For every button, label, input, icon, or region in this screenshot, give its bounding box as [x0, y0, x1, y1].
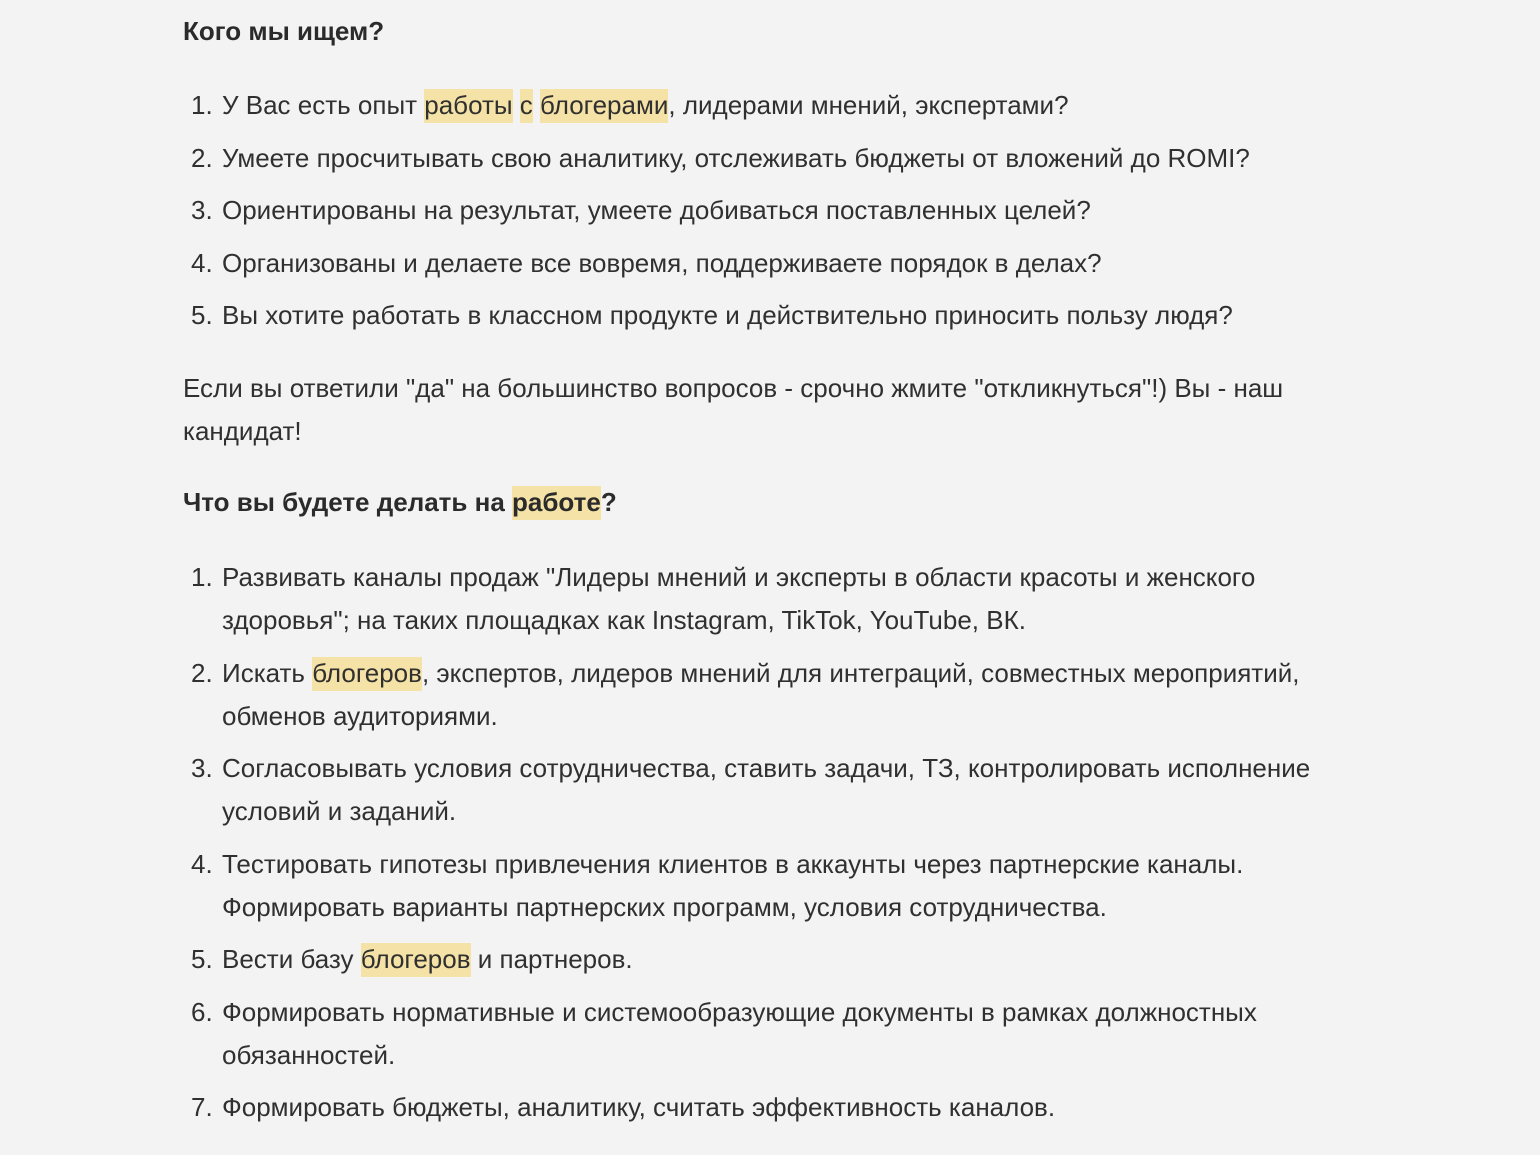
- list-item: [183, 137, 1383, 180]
- requirements-list: [183, 84, 1383, 347]
- list-item: [183, 84, 1383, 127]
- list-number: 3.: [191, 753, 213, 783]
- section-heading-what-you-will-do: Что вы будете делать на работе?: [183, 489, 617, 515]
- list-number: 1.: [191, 562, 213, 592]
- call-to-action-paragraph: Если вы ответили "да" на большинство вопросов - срочно жмите "откликнуться"!) Вы - наш кандидат!: [183, 373, 1284, 446]
- list-item: [183, 747, 1383, 833]
- highlighted-term: блогеров: [361, 943, 471, 977]
- list-item: [183, 938, 1383, 981]
- list-number: 4.: [191, 247, 213, 278]
- section-heading-who-we-look-for: Кого мы ищем?: [183, 16, 385, 46]
- list-item-text: Искать блогеров, экспертов, лидеров мнений для интеграций, совместных мероприятий, обменов аудиториями.: [222, 657, 1300, 731]
- list-item-text: Согласовывать условия сотрудничества, ставить задачи, ТЗ, контролировать исполнение условий и заданий.: [222, 753, 1311, 826]
- list-number: 7.: [191, 1092, 213, 1122]
- highlighted-term: работы: [424, 89, 512, 123]
- list-item: [183, 843, 1383, 929]
- list-item-text: Организованы и делаете все вовремя, поддерживаете порядок в делах?: [222, 247, 1102, 278]
- list-item: [183, 991, 1383, 1077]
- list-item: [183, 1086, 1383, 1129]
- list-number: 1.: [191, 90, 213, 120]
- responsibilities-list: [183, 556, 1383, 1139]
- highlighted-term: работе: [512, 486, 601, 520]
- list-number: 4.: [191, 848, 213, 879]
- list-number: 5.: [191, 300, 213, 330]
- highlighted-term: блогеров: [312, 657, 422, 691]
- list-number: 3.: [191, 195, 213, 225]
- list-item: [183, 556, 1383, 642]
- list-item: [183, 652, 1383, 738]
- list-item-text: У Вас есть опыт работы с блогерами, лидерами мнений, экспертами?: [222, 89, 1069, 123]
- list-item-text: Вы хотите работать в классном продукте и действительно приносить пользу людя?: [222, 300, 1233, 330]
- list-item-text: Формировать нормативные и системообразующие документы в рамках должностных обязанностей.: [222, 996, 1257, 1070]
- list-item-text: Формировать бюджеты, аналитику, считать эффективность каналов.: [222, 1092, 1056, 1122]
- highlighted-term: с: [520, 89, 533, 123]
- list-item: [183, 294, 1383, 337]
- list-number: 5.: [191, 944, 213, 974]
- list-item-text: Тестировать гипотезы привлечения клиентов в аккаунты через партнерские каналы. Формировать варианты партнерских программ, условия сотрудничества.: [222, 848, 1244, 922]
- list-item: [183, 242, 1383, 285]
- list-item-text: Вести базу блогеров и партнеров.: [222, 943, 633, 977]
- list-item-text: Развивать каналы продаж "Лидеры мнений и эксперты в области красоты и женского здоровья"; на таких площадках как Instagram, TikTok, YouTube, ВК.: [222, 562, 1256, 635]
- list-number: 2.: [191, 657, 213, 688]
- list-item-text: Ориентированы на результат, умеете добиваться поставленных целей?: [222, 195, 1091, 225]
- list-number: 2.: [191, 142, 213, 173]
- list-number: 6.: [191, 996, 213, 1027]
- highlighted-term: блогерами: [540, 89, 668, 123]
- list-item-text: Умеете просчитывать свою аналитику, отслеживать бюджеты от вложений до ROMI?: [222, 142, 1250, 173]
- list-item: [183, 189, 1383, 232]
